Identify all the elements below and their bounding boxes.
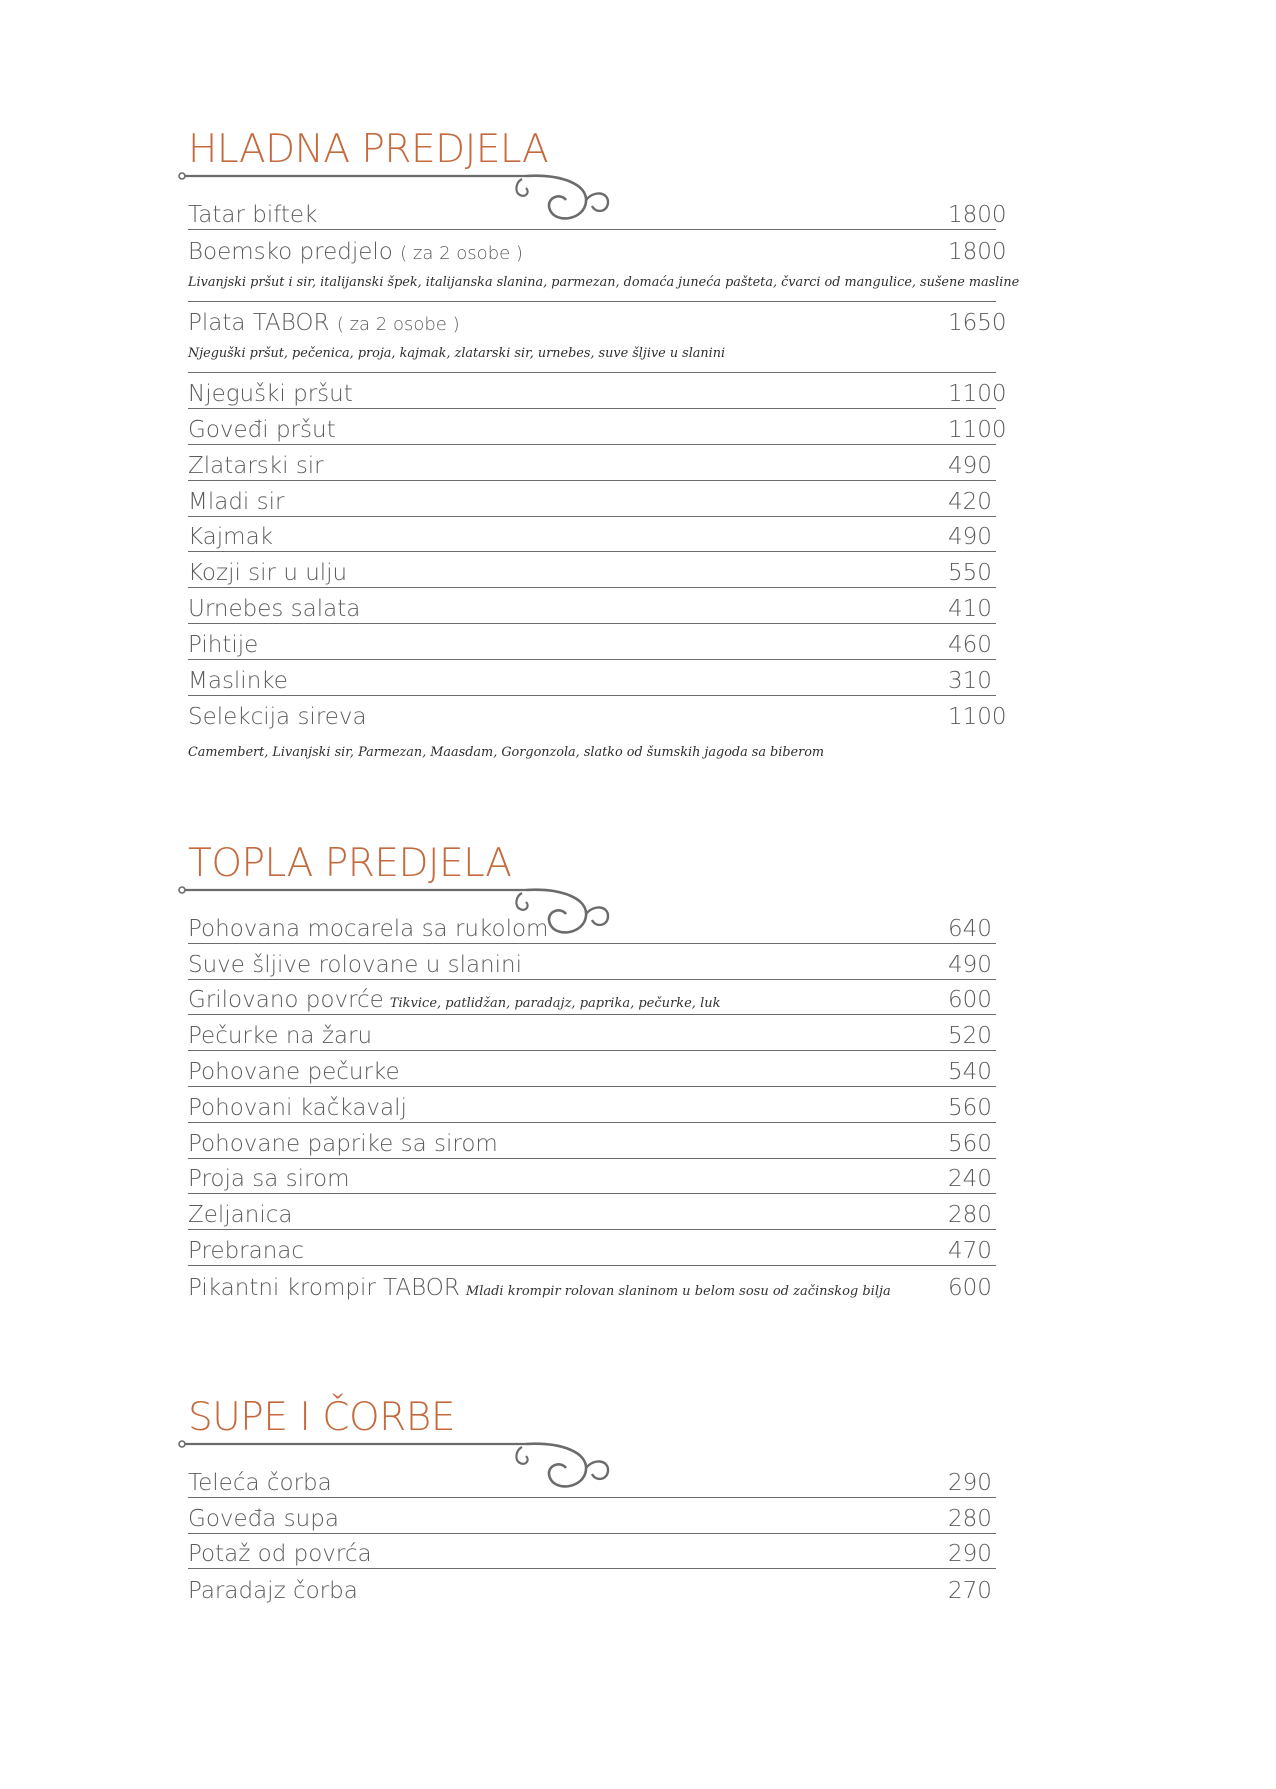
menu-item-row (188, 1123, 996, 1159)
section-hladna-predjela (188, 124, 1020, 767)
menu-item-name-group (188, 310, 460, 336)
menu-item-price: 520 (948, 1023, 992, 1050)
menu-item-price: 1650 (948, 310, 1007, 337)
menu-item-row (188, 445, 996, 481)
menu-item-list (188, 908, 996, 1302)
menu-item-price: 410 (948, 595, 992, 622)
menu-item-name: Mladi sir (188, 488, 285, 515)
menu-item-row (188, 1266, 996, 1302)
menu-item-price: 490 (948, 524, 992, 551)
menu-item-name-group (188, 632, 258, 658)
menu-item-row (188, 1194, 996, 1230)
menu-item-name: Potaž od povrća (188, 1541, 372, 1568)
menu-item-price: 460 (948, 631, 992, 658)
menu-item-name-group (188, 704, 367, 730)
menu-item-price: 310 (948, 667, 992, 694)
menu-item-description: Njeguški pršut, pečenica, proja, kajmak, zlatarski sir, urnebes, suve šljive u slanini (188, 337, 996, 373)
menu-item-row (188, 1462, 996, 1498)
menu-item-name: Pohovana mocarela sa rukolom (188, 915, 549, 942)
menu-item-price: 560 (948, 1094, 992, 1121)
menu-item-price: 490 (948, 452, 992, 479)
menu-item-name: Urnebes salata (188, 595, 361, 622)
section-title: TOPLA PREDJELA (188, 841, 512, 886)
menu-item-name: Selekcija sireva (188, 704, 367, 731)
menu-item-name-group (188, 239, 523, 265)
menu-item-price: 1800 (948, 238, 1007, 265)
menu-item-price: 490 (948, 951, 992, 978)
menu-item-portion-note: ( za 2 osobe ) (336, 314, 460, 336)
menu-item-name-group (188, 1238, 304, 1264)
menu-item-row (188, 696, 1007, 732)
menu-item-row (188, 373, 1007, 409)
menu-item-name-group (188, 1202, 293, 1228)
menu-item-row (188, 908, 996, 944)
menu-item-name-group (188, 1059, 400, 1085)
section-supe-i-corbe (188, 1392, 996, 1605)
menu-item-price: 550 (948, 560, 992, 587)
menu-item-price: 1100 (948, 381, 1007, 408)
menu-item-name-group (188, 1470, 332, 1496)
menu-item-name: Boemsko predjelo (188, 238, 393, 265)
menu-item-name: Prebranac (188, 1237, 305, 1264)
menu-item-name: Maslinke (188, 667, 288, 694)
menu-item-price: 280 (948, 1505, 992, 1532)
menu-item-name-group (188, 1023, 372, 1049)
menu-item-price: 600 (948, 1274, 992, 1301)
menu-item-price: 1100 (948, 704, 1007, 731)
menu-item-price: 270 (948, 1578, 992, 1605)
menu-item-name-group (188, 1131, 498, 1157)
menu-item-name-group (188, 417, 336, 443)
menu-item-name: Pohovane paprike sa sirom (188, 1130, 498, 1157)
menu-item-inline-description: Mladi krompir rolovan slaninom u belom sosu od začinskog bilja (465, 1283, 891, 1299)
menu-item-row (188, 1230, 996, 1266)
menu-item-price: 280 (948, 1202, 992, 1229)
menu-item-name-group (188, 381, 353, 407)
menu-item-price: 540 (948, 1058, 992, 1085)
menu-item-price: 290 (948, 1541, 992, 1568)
menu-item-row (188, 409, 1007, 445)
menu-item-list (188, 194, 1020, 767)
menu-item-description: Livanjski pršut i sir, italijanski špek, italijanska slanina, parmezan, domaća juneća pašteta, čvarci od mangulice, sušene masline (188, 266, 996, 302)
menu-item-row (188, 552, 996, 588)
menu-item-description: Camembert, Livanjski sir, Parmezan, Maasdam, Gorgonzola, slatko od šumskih jagoda sa biberom (188, 745, 825, 761)
section-title: SUPE I ČORBE (188, 1395, 455, 1440)
menu-item-price: 420 (948, 488, 992, 515)
menu-item-price: 1800 (948, 201, 1007, 228)
menu-item-name: Njeguški pršut (188, 381, 353, 408)
menu-item-row (188, 194, 1007, 230)
menu-item-name-group (188, 1275, 891, 1301)
menu-item-name-group (188, 1541, 372, 1567)
menu-item-price: 1100 (948, 416, 1007, 443)
section-topla-predjela (188, 838, 996, 1302)
section-title: HLADNA PREDJELA (188, 127, 549, 172)
menu-item-name: Kozji sir u ulju (188, 560, 348, 587)
menu-item-name-group (188, 489, 284, 515)
menu-item-name: Pikantni krompir TABOR (188, 1274, 460, 1301)
menu-item-price: 240 (948, 1166, 992, 1193)
menu-item-name: Zlatarski sir (188, 452, 324, 479)
menu-item-price: 600 (948, 987, 992, 1014)
menu-item-portion-note: ( za 2 osobe ) (400, 242, 523, 264)
menu-item-row (188, 302, 1007, 338)
menu-item-name-group (188, 524, 273, 550)
menu-item-name: Goveđa supa (188, 1505, 339, 1532)
menu-item-name: Pečurke na žaru (188, 1023, 373, 1050)
menu-item-row (188, 660, 996, 696)
menu-item-name-group (188, 952, 522, 978)
menu-item-name: Plata TABOR (188, 310, 330, 337)
menu-item-name: Pohovane pečurke (188, 1058, 400, 1085)
menu-item-price: 290 (948, 1469, 992, 1496)
menu-item-name-group (188, 916, 548, 942)
menu-item-row (188, 588, 996, 624)
menu-item-row (188, 481, 996, 517)
menu-item-name-group (188, 987, 720, 1013)
menu-item-name-group (188, 202, 317, 228)
menu-item-name: Tatar biftek (188, 201, 318, 228)
menu-item-name: Kajmak (188, 524, 273, 551)
menu-item-price: 560 (948, 1130, 992, 1157)
menu-item-name-group (188, 1166, 349, 1192)
menu-item-name-group (188, 1095, 407, 1121)
menu-item-name: Paradajz čorba (188, 1578, 358, 1605)
menu-item-name: Pohovani kačkavalj (188, 1094, 407, 1121)
menu-item-name: Pihtije (188, 631, 259, 658)
menu-item-row (188, 1051, 996, 1087)
menu-item-row (188, 1534, 996, 1570)
menu-item-row (188, 1159, 996, 1195)
menu-item-name-group (188, 1578, 358, 1604)
menu-item-row (188, 944, 996, 980)
menu-item-name-group (188, 668, 288, 694)
menu-item-price: 640 (948, 915, 992, 942)
menu-item-row (188, 517, 996, 553)
menu-item-name: Zeljanica (188, 1202, 293, 1229)
menu-item-name: Suve šljive rolovane u slanini (188, 951, 522, 978)
menu-item-name: Grilovano povrće (188, 987, 384, 1014)
menu-item-name-group (188, 560, 347, 586)
menu-item-row (188, 1015, 996, 1051)
menu-item-inline-description: Tikvice, patlidžan, paradajz, paprika, pečurke, luk (389, 996, 721, 1012)
menu-item-name: Goveđi pršut (188, 416, 336, 443)
menu-item-row (188, 624, 996, 660)
menu-item-row (188, 230, 1007, 266)
menu-item-price: 470 (948, 1237, 992, 1264)
menu-item-row (188, 980, 996, 1016)
menu-item-name: Teleća čorba (188, 1469, 332, 1496)
menu-item-row (188, 1569, 996, 1605)
menu-item-list (188, 1462, 996, 1605)
menu-item-name: Proja sa sirom (188, 1166, 350, 1193)
menu-item-name-group (188, 1506, 339, 1532)
menu-item-name-group (188, 596, 360, 622)
menu-item-row (188, 1498, 996, 1534)
menu-item-name-group (188, 453, 324, 479)
menu-item-row (188, 1087, 996, 1123)
